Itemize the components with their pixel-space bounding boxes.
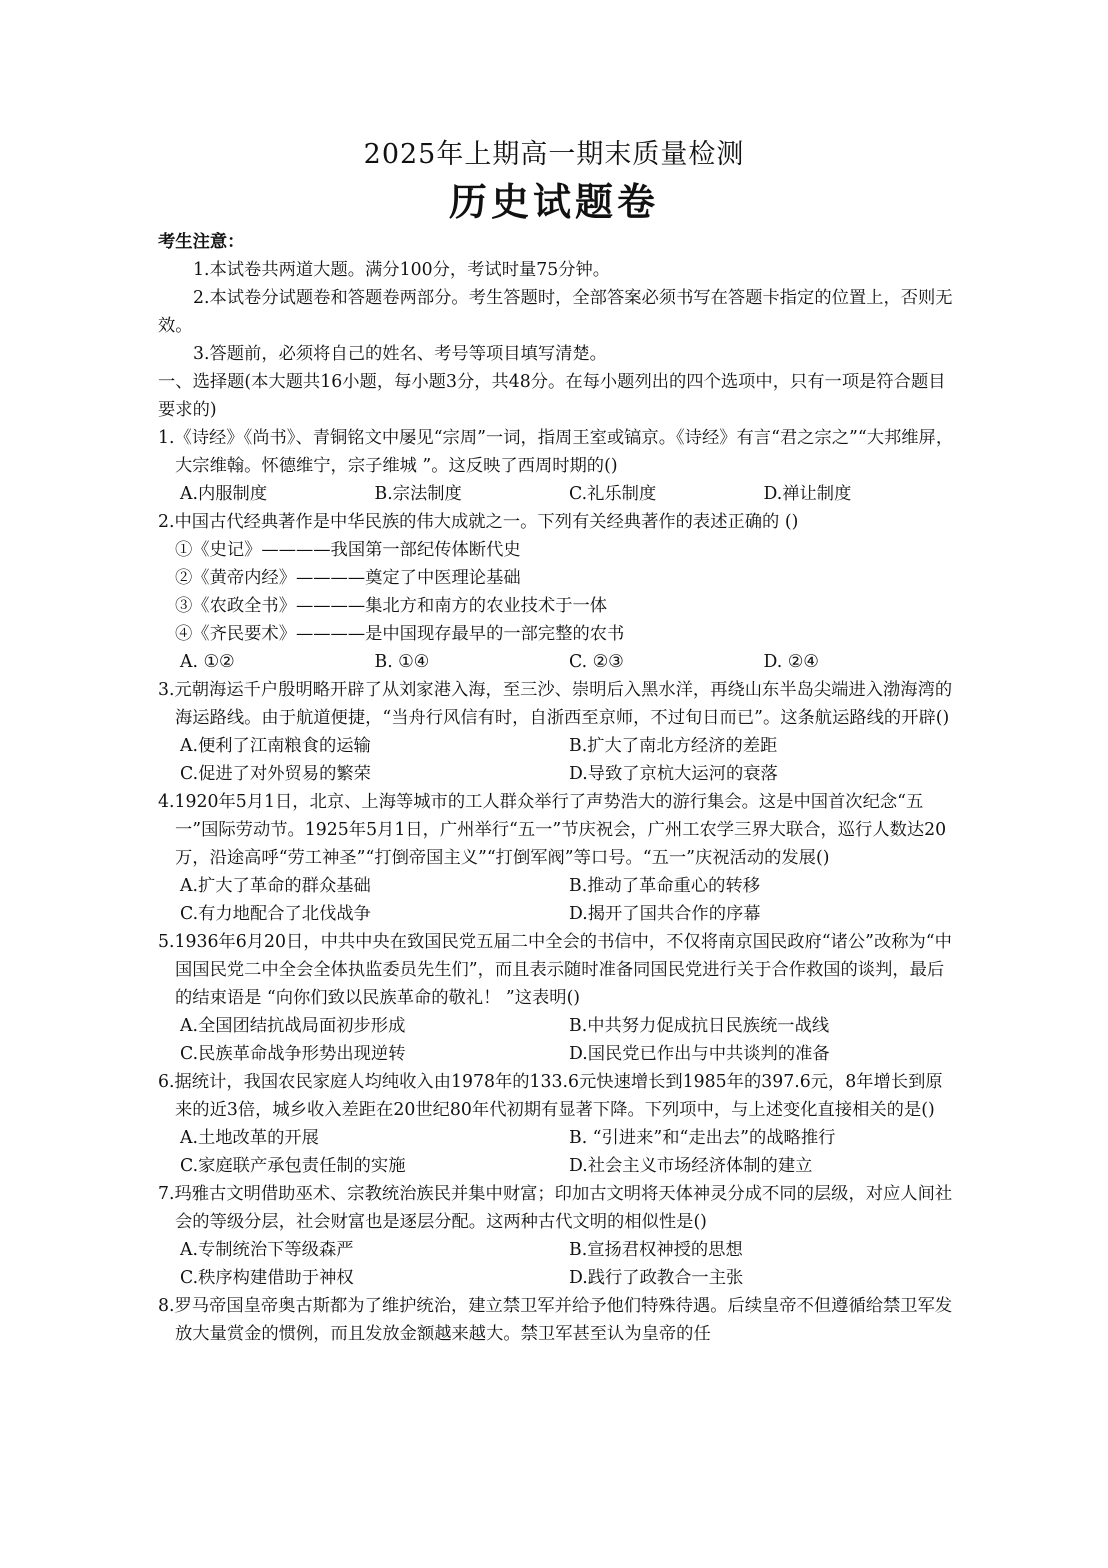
- options-row: [158, 900, 958, 928]
- exam-body: [158, 228, 958, 1348]
- option: A.内服制度: [180, 484, 268, 504]
- option: A.扩大了革命的群众基础: [180, 876, 371, 896]
- option: C.家庭联产承包责任制的实施: [180, 1156, 406, 1176]
- option: B.宣扬君权神授的思想: [569, 1240, 743, 1260]
- option: D. ②④: [763, 652, 819, 672]
- option: B.扩大了南北方经济的差距: [569, 736, 778, 756]
- option: C.促进了对外贸易的繁荣: [180, 764, 371, 784]
- option: C.秩序构建借助于神权: [180, 1268, 354, 1288]
- option: A. ①②: [180, 652, 235, 672]
- option: B. ①④: [374, 652, 430, 672]
- option: D.导致了京杭大运河的衰落: [569, 764, 778, 784]
- option: D.揭开了国共合作的序幕: [569, 904, 761, 924]
- question-stem: 1.《诗经》《尚书》、青铜铭文中屡见“宗周”一词，指周王室或镐京。《诗经》有言“君之宗之”“大邦维屏，大宗维翰。怀德维宁，宗子维城 ”。这反映了西周时期的(): [158, 428, 954, 476]
- statement-item: ①《史记》————我国第一部纪传体断代史: [175, 540, 521, 560]
- statement-item: ④《齐民要术》————是中国现存最早的一部完整的农书: [175, 624, 625, 644]
- option: A.全国团结抗战局面初步形成: [180, 1016, 406, 1036]
- option: C. ②③: [569, 652, 624, 672]
- notice-heading: 考生注意：: [158, 232, 245, 252]
- options-row: [158, 1236, 958, 1264]
- question-stem: 6.据统计，我国农民家庭人均纯收入由1978年的133.6元快速增长到1985年的397.6元，8年增长到原来的近3倍，城乡收入差距在20世纪80年代初期有显著下降。下列项中，与上述变化直接相关的是(): [158, 1072, 943, 1120]
- statement-item: ②《黄帝内经》————奠定了中医理论基础: [175, 568, 521, 588]
- option: D.禅让制度: [763, 484, 852, 504]
- options-row: [158, 1264, 958, 1292]
- option: B.中共努力促成抗日民族统一战线: [569, 1016, 830, 1036]
- options-row: [158, 872, 958, 900]
- option: D.践行了政教合一主张: [569, 1268, 744, 1288]
- option: A.专制统治下等级森严: [180, 1240, 354, 1260]
- option: C.有力地配合了北伐战争: [180, 904, 371, 924]
- question-stem: 8.罗马帝国皇帝奥古斯都为了维护统治，建立禁卫军并给予他们特殊待遇。后续皇帝不但遵循给禁卫军发放大量赏金的惯例，而且发放金额越来越大。禁卫军甚至认为皇帝的任: [158, 1296, 953, 1344]
- option: C.礼乐制度: [569, 484, 657, 504]
- option: C.民族革命战争形势出现逆转: [180, 1044, 406, 1064]
- question-stem: 7.玛雅古文明借助巫术、宗教统治族民并集中财富；印加古文明将天体神灵分成不同的层级，对应人间社会的等级分层，社会财富也是逐层分配。这两种古代文明的相似性是(): [158, 1184, 953, 1232]
- question-stem: 5.1936年6月20日，中共中央在致国民党五届二中全会的书信中，不仅将南京国民政府“诸公”改称为“中国国民党二中全会全体执监委员先生们”，而且表示随时准备同国民党进行关于合作救国的谈判，最后的结束语是 “向你们致以民族革命的敬礼！ ”这表明(): [158, 932, 952, 1008]
- question-stem: 3.元朝海运千户殷明略开辟了从刘家港入海，至三沙、崇明后入黑水洋，再绕山东半岛尖端进入渤海湾的海运路线。由于航道便捷，“当舟行风信有时，自浙西至京师，不过旬日而已”。这条航运路线的开辟(): [158, 680, 953, 728]
- section-heading: 一、选择题(本大题共16小题，每小题3分，共48分。在每小题列出的四个选项中，只有一项是符合题目要求的): [158, 372, 946, 420]
- options-row: [158, 1012, 958, 1040]
- question-stem: 4.1920年5月1日，北京、上海等城市的工人群众举行了声势浩大的游行集会。这是中国首次纪念“五一”国际劳动节。1925年5月1日，广州举行“五一”节庆祝会，广州工农学三界大联合，巡行人数达20万，沿途高呼“劳工神圣”“打倒帝国主义”“打倒军阀”等口号。“五一”庆祝活动的发展(): [158, 792, 947, 868]
- options-row: [158, 1040, 958, 1068]
- option: D.国民党已作出与中共谈判的准备: [569, 1044, 830, 1064]
- option: A.土地改革的开展: [180, 1128, 319, 1148]
- notice-item: 3.答题前，必须将自己的姓名、考号等项目填写清楚。: [193, 344, 607, 364]
- statement-item: ③《农政全书》————集北方和南方的农业技术于一体: [175, 596, 608, 616]
- options-row: [158, 732, 958, 760]
- option: B.推动了革命重心的转移: [569, 876, 761, 896]
- options-row: [158, 648, 958, 676]
- option: D.社会主义市场经济体制的建立: [569, 1156, 813, 1176]
- question-stem: 2.中国古代经典著作是中华民族的伟大成就之一。下列有关经典著作的表述正确的 (): [158, 512, 799, 532]
- option: A.便利了江南粮食的运输: [180, 736, 371, 756]
- option: B.宗法制度: [374, 484, 462, 504]
- options-row: [158, 1124, 958, 1152]
- options-row: [158, 760, 958, 788]
- notice-item: 2.本试卷分试题卷和答题卷两部分。考生答题时，全部答案必须书写在答题卡指定的位置上，否则无效。: [158, 288, 953, 336]
- option: B. “引进来”和“走出去”的战略推行: [569, 1128, 836, 1148]
- options-row: [158, 480, 958, 508]
- exam-title: 历史试题卷: [448, 179, 659, 224]
- notice-item: 1.本试卷共两道大题。满分100分，考试时量75分钟。: [193, 260, 611, 280]
- exam-subtitle: 2025年上期高一期末质量检测: [363, 139, 745, 170]
- options-row: [158, 1152, 958, 1180]
